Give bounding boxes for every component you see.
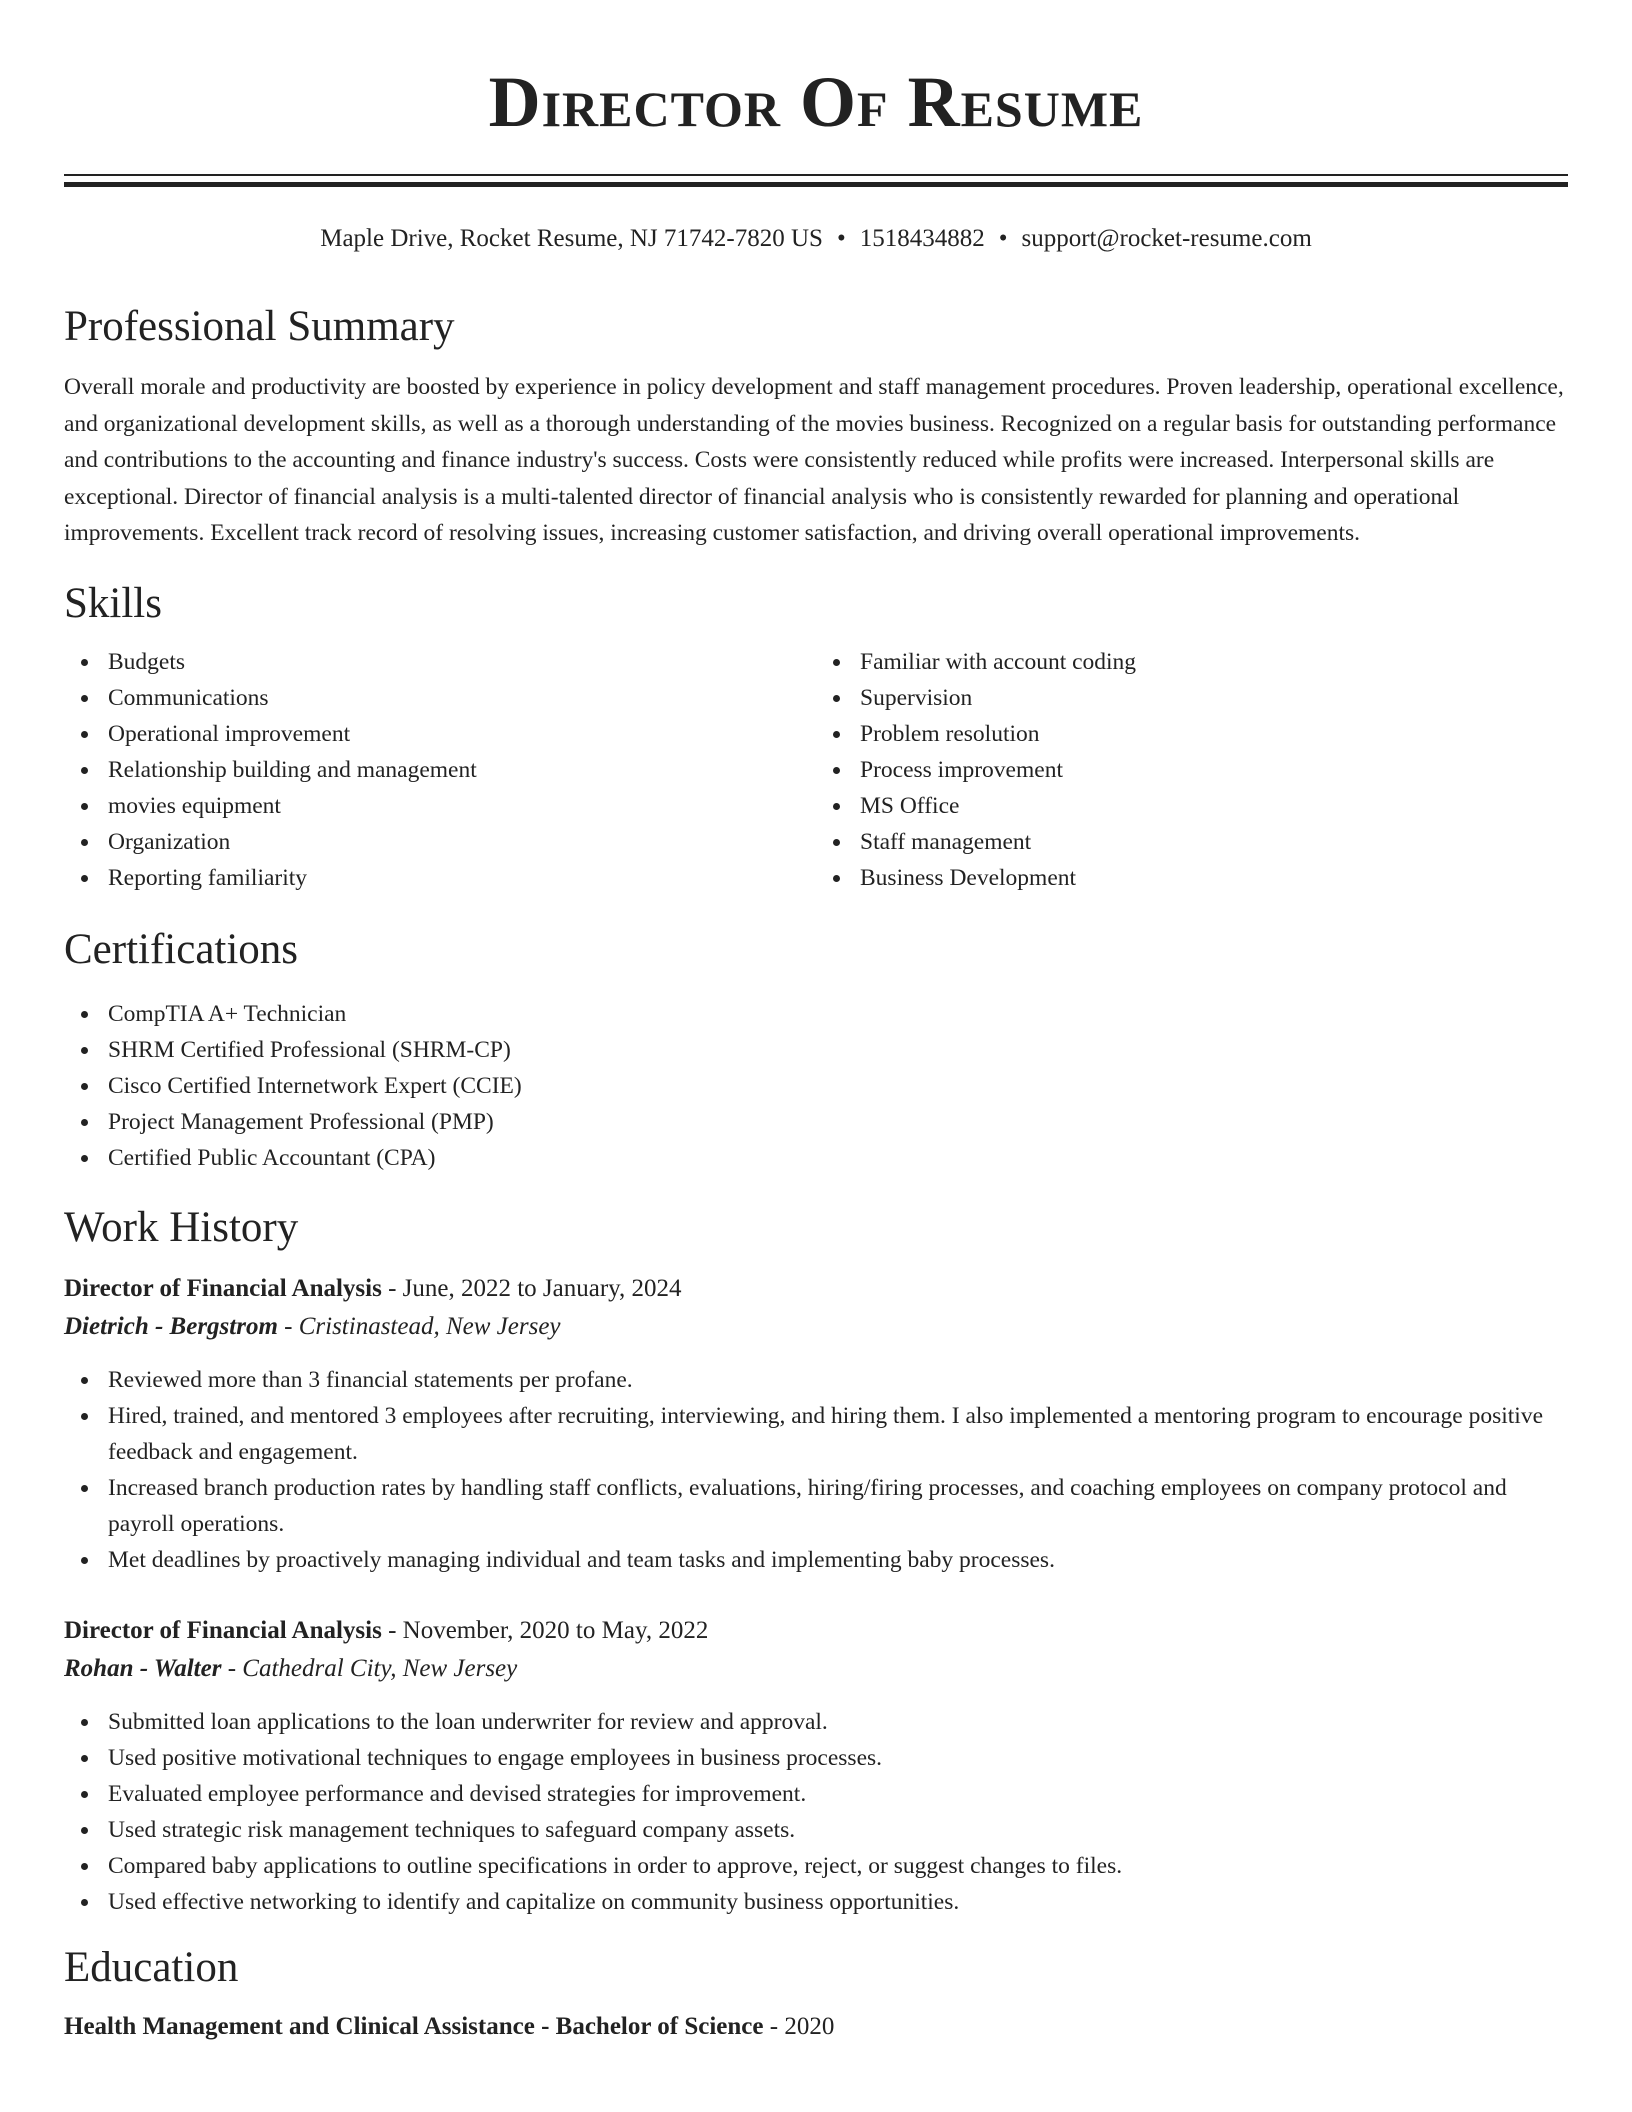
skill-item: Relationship building and management <box>108 752 816 788</box>
education-degree: Health Management and Clinical Assistance - Bachelor of Science <box>64 2012 764 2040</box>
job-title-line <box>64 1612 1568 1650</box>
skill-item: MS Office <box>860 788 1568 824</box>
job-bullet: Compared baby applications to outline specifications in order to approve, reject, or suggest changes to files. <box>108 1848 1568 1884</box>
job-bullet: Met deadlines by proactively managing individual and team tasks and implementing baby processes. <box>108 1542 1568 1578</box>
skill-item: Process improvement <box>860 752 1568 788</box>
skills-section <box>64 578 1568 896</box>
job-dates: - June, 2022 to January, 2024 <box>381 1274 682 1302</box>
summary-heading: Professional Summary <box>64 303 455 350</box>
education-entry <box>64 2008 1568 2046</box>
skill-item: movies equipment <box>108 788 816 824</box>
skill-item: Business Development <box>860 860 1568 896</box>
skill-item: Organization <box>108 824 816 860</box>
job-location: - Cathedral City, New Jersey <box>221 1654 518 1682</box>
contact-separator: • <box>836 225 846 252</box>
work-history-section <box>64 1202 1568 1920</box>
job-title-line <box>64 1270 1568 1308</box>
job-bullet: Used positive motivational techniques to engage employees in business processes. <box>108 1740 1568 1776</box>
skills-columns <box>64 644 1568 896</box>
resume-name: Director Of Resume <box>488 62 1144 142</box>
job-bullets <box>64 1704 1568 1920</box>
header-divider-thick <box>64 182 1568 187</box>
summary-section <box>64 301 1568 552</box>
certification-item: CompTIA A+ Technician <box>108 996 1568 1032</box>
job-entry <box>64 1612 1568 1920</box>
summary-text: Overall morale and productivity are boosted by experience in policy development and staff management procedures. Proven leadership, operational excellence, and organizational development skills, as well as a thorough understanding of the movies business. Recognized on a regular basis for outstanding performance and contributions to the accounting and finance industry's success. Costs were consistently reduced while profits were increased. Interpersonal skills are exceptional. Director of financial analysis is a multi-talented director of financial analysis who is consistently rewarded for planning and operational improvements. Excellent track record of resolving issues, increasing customer satisfaction, and driving overall operational improvements. <box>64 374 1564 546</box>
certifications-heading: Certifications <box>64 925 299 973</box>
skills-list-right <box>816 644 1568 896</box>
job-company-line <box>64 1650 1568 1688</box>
job-title: Director of Financial Analysis <box>64 1616 382 1644</box>
job-company: Rohan - Walter <box>64 1654 222 1682</box>
header-divider-thin <box>64 174 1568 176</box>
certification-item: Cisco Certified Internetwork Expert (CCIE) <box>108 1068 1568 1104</box>
job-bullet: Increased branch production rates by handling staff conflicts, evaluations, hiring/firing processes, and coaching employees on company protocol and payroll operations. <box>108 1470 1568 1542</box>
skill-item: Operational improvement <box>108 716 816 752</box>
job-bullet: Hired, trained, and mentored 3 employees after recruiting, interviewing, and hiring them. I also implemented a mentoring program to encourage positive feedback and engagement. <box>108 1398 1568 1470</box>
skill-item: Problem resolution <box>860 716 1568 752</box>
job-entry <box>64 1270 1568 1578</box>
education-heading: Education <box>64 1943 239 1991</box>
job-location: - Cristinastead, New Jersey <box>277 1312 561 1340</box>
job-bullet: Reviewed more than 3 financial statements per profane. <box>108 1362 1568 1398</box>
contact-phone: 1518434882 <box>859 225 985 252</box>
resume-page <box>64 0 1568 2046</box>
skill-item: Reporting familiarity <box>108 860 816 896</box>
education-year: - 2020 <box>763 2012 835 2040</box>
education-section <box>64 1942 1568 2046</box>
job-bullet: Used strategic risk management techniques to safeguard company assets. <box>108 1812 1568 1848</box>
certifications-list <box>64 996 1568 1176</box>
job-bullets <box>64 1362 1568 1578</box>
contact-line <box>64 223 1568 255</box>
certification-item: SHRM Certified Professional (SHRM-CP) <box>108 1032 1568 1068</box>
contact-email: support@rocket-resume.com <box>1021 225 1312 252</box>
skill-item: Supervision <box>860 680 1568 716</box>
job-dates: - November, 2020 to May, 2022 <box>381 1616 709 1644</box>
skill-item: Staff management <box>860 824 1568 860</box>
skills-heading: Skills <box>64 579 162 627</box>
skill-item: Communications <box>108 680 816 716</box>
job-bullet: Evaluated employee performance and devised strategies for improvement. <box>108 1776 1568 1812</box>
job-bullet: Submitted loan applications to the loan underwriter for review and approval. <box>108 1704 1568 1740</box>
job-company-line <box>64 1308 1568 1346</box>
certification-item: Project Management Professional (PMP) <box>108 1104 1568 1140</box>
skills-list-left <box>64 644 816 896</box>
contact-address: Maple Drive, Rocket Resume, NJ 71742-7820 US <box>320 225 823 252</box>
certification-item: Certified Public Accountant (CPA) <box>108 1140 1568 1176</box>
job-bullet: Used effective networking to identify and capitalize on community business opportunities. <box>108 1884 1568 1920</box>
skill-item: Familiar with account coding <box>860 644 1568 680</box>
certifications-section <box>64 924 1568 1176</box>
work-history-heading: Work History <box>64 1203 299 1251</box>
job-company: Dietrich - Bergstrom <box>64 1312 278 1340</box>
contact-separator: • <box>998 225 1008 252</box>
skill-item: Budgets <box>108 644 816 680</box>
job-title: Director of Financial Analysis <box>64 1274 382 1302</box>
